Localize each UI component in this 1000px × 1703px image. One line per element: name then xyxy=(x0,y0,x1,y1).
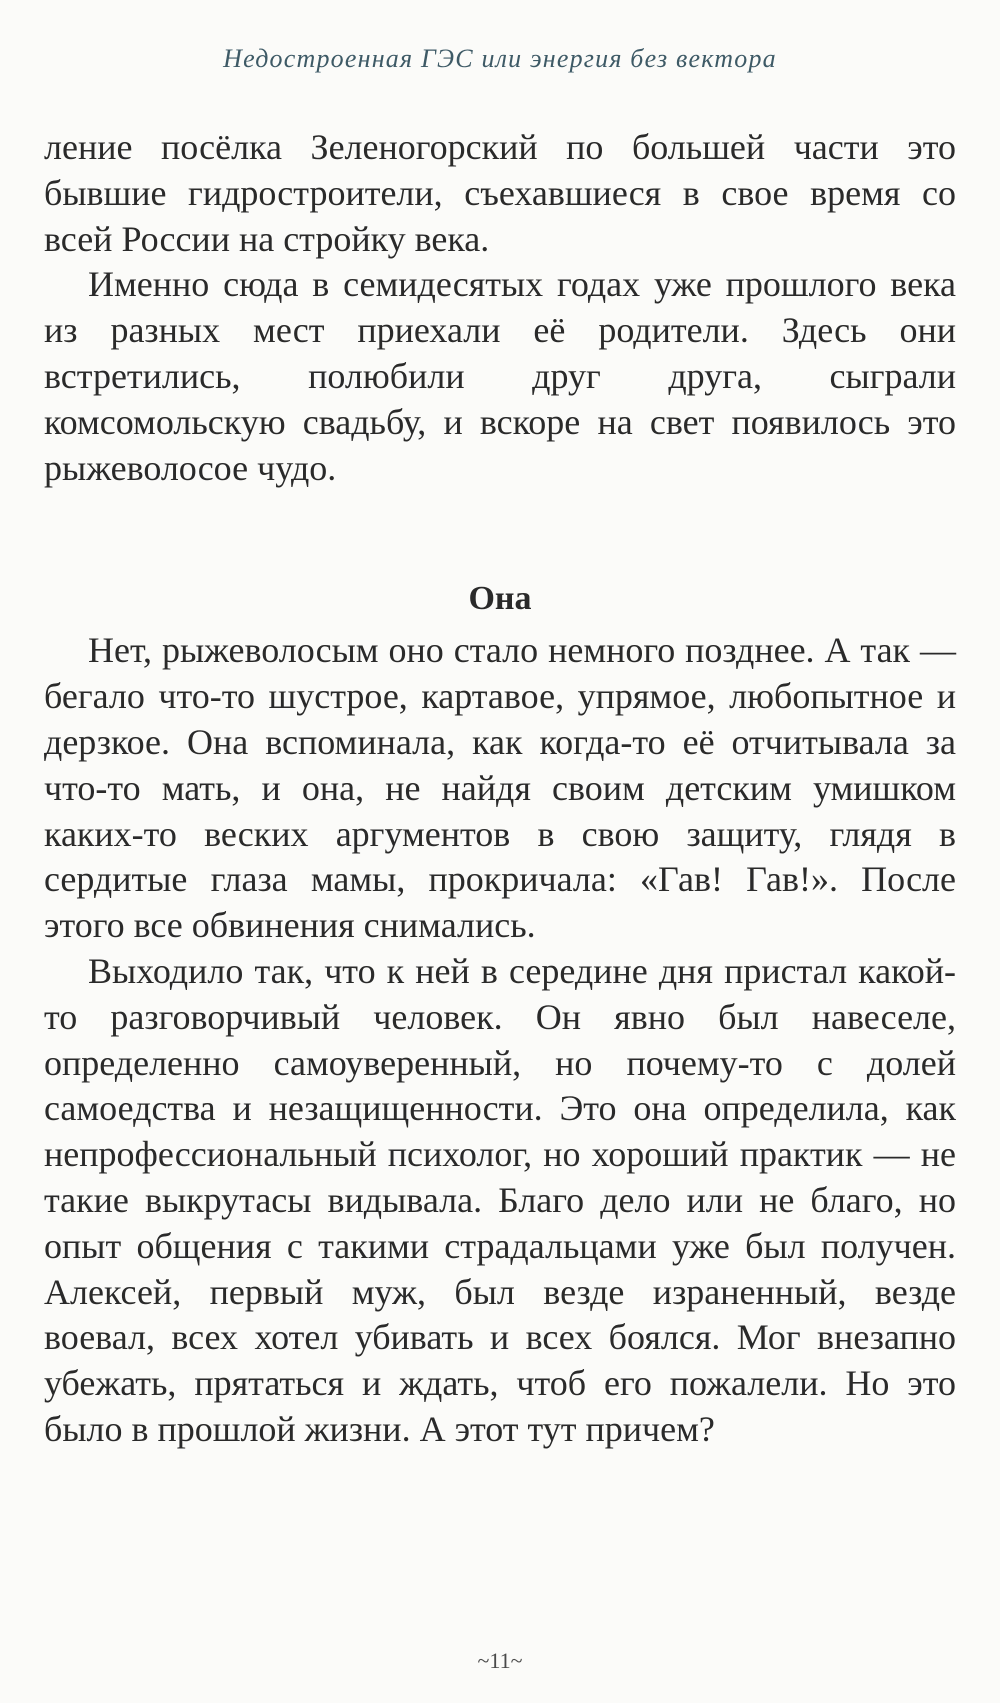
paragraph-parents: Именно сюда в семидесятых годах уже прошлого века из разных мест приехали её родители. Здесь они встретились, полюбили друг друга, сыграли комсомольскую свадьбу, и вскоре на свет появилось это рыжеволосое чудо. xyxy=(44,264,956,488)
section-heading: Она xyxy=(468,580,532,618)
paragraph-childhood: Нет, рыжеволосым оно стало немного позднее. А так — бегало что-то шустрое, картавое, упрямое, любопытное и дерзкое. Она вспоминала, как когда-то её отчитывала за что-то мать, и она, не найдя своим детским умишком каких-то веских аргументов в свою защиту, глядя в сердитые глаза мамы, прокричала: «Гав! Гав!». После этого все обвинения снимались. xyxy=(44,630,956,946)
paragraph-stranger: Выходило так, что к ней в середине дня пристал какой-то разговорчивый человек. Он явно был навеселе, определенно самоуверенный, но почему-то с долей самоедства и незащищенности. Это она определила, как непрофессиональный психолог, но хороший практик — не такие выкрутасы видывала. Благо дело или не благо, но опыт общения с такими страдальцами уже был получен. Алексей, первый муж, был везде израненный, везде воевал, всех хотел убивать и всех боялся. Мог внезапно убежать, прятаться и ждать, чтоб его пожалели. Но это было в прошлой жизни. А этот тут причем? xyxy=(44,950,956,1449)
paragraph-continuation: ление посёлка Зеленогорский по большей части это бывшие гидростроители, съехавшиеся в свое время со всей России на стройку века. xyxy=(44,127,956,259)
page-number: ~11~ xyxy=(477,1648,523,1673)
running-head: Недостроенная ГЭС или энергия без вектора xyxy=(223,44,777,73)
text-block xyxy=(44,125,956,1453)
